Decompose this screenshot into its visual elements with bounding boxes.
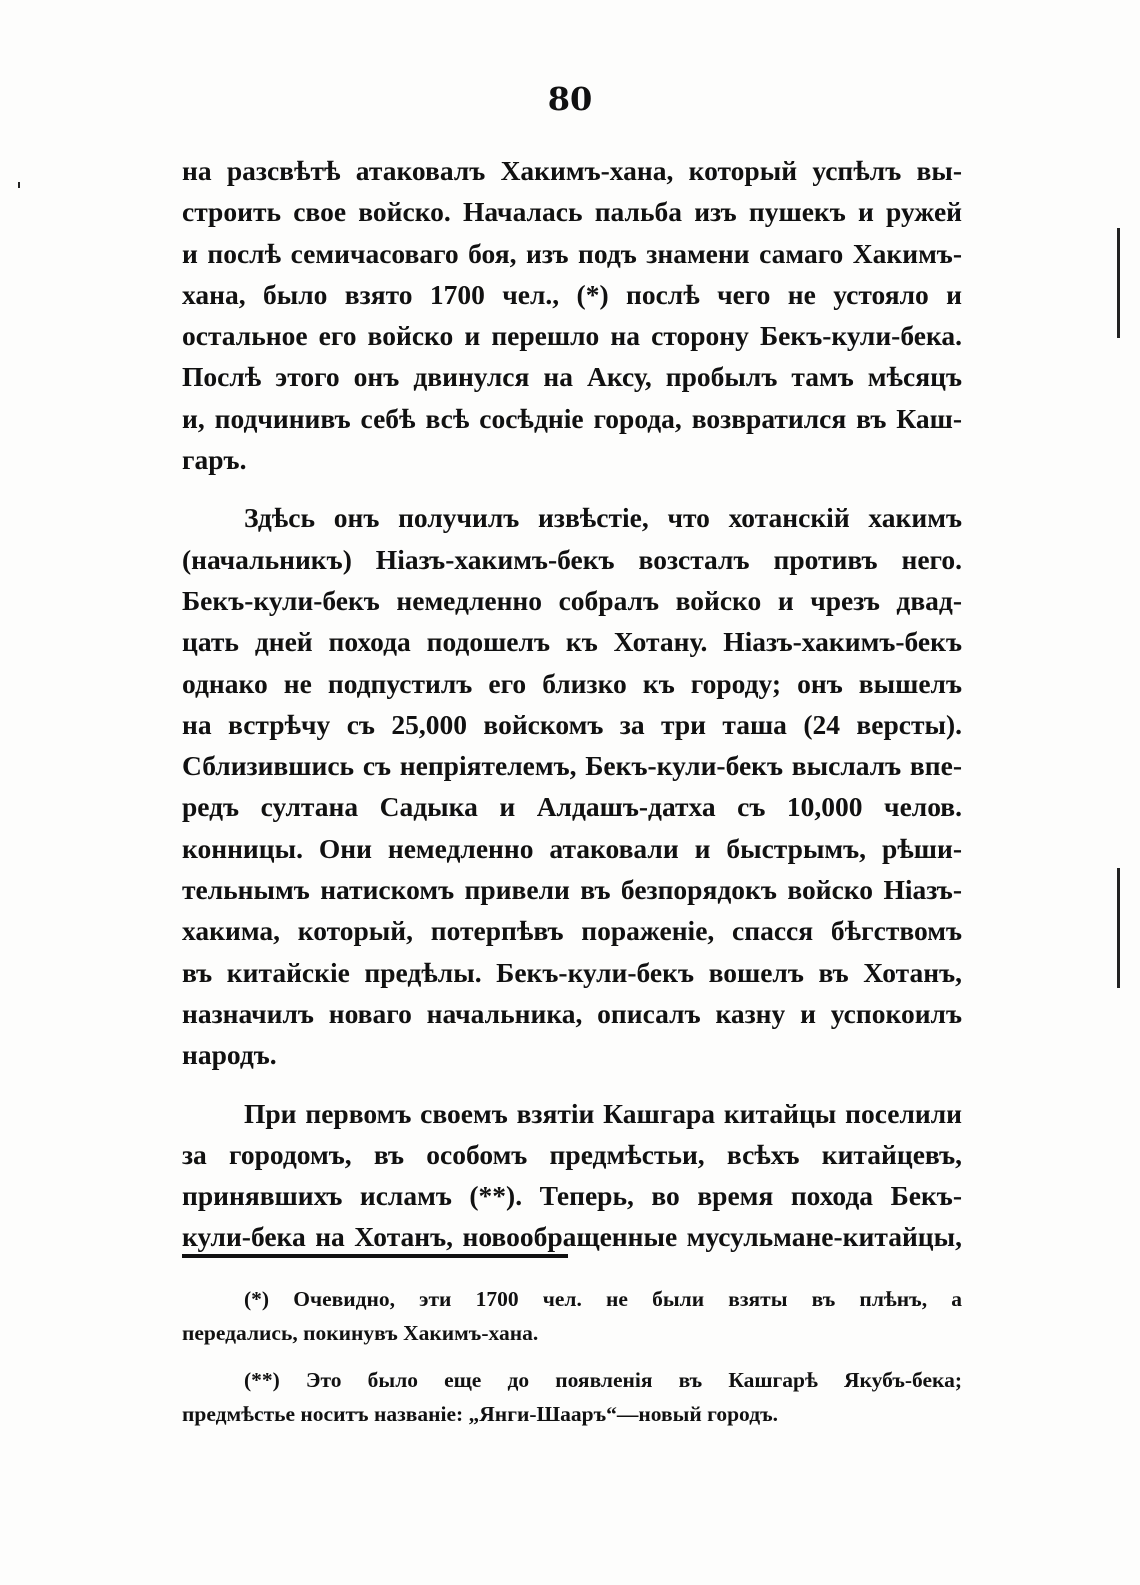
- text-line: въ китайскіе предѣлы. Бекъ-кули-бекъ вошелъ въ Хотанъ,: [182, 956, 962, 988]
- text-line: тельнымъ натискомъ привели въ безпорядокъ войско Ніазъ-: [182, 874, 962, 906]
- text-line: (начальникъ) Ніазъ-хакимъ-бекъ возсталъ противъ него.: [182, 543, 962, 575]
- text-line: и послѣ семичасоваго боя, изъ подъ знамени самаго Хакимъ-: [182, 237, 962, 269]
- footnote-1: [182, 1282, 962, 1350]
- paragraph-3: [182, 1093, 962, 1258]
- paragraph-2: [182, 497, 962, 1075]
- text-line: цать дней похода подошелъ къ Хотану. Ніазъ-хакимъ-бекъ: [182, 626, 962, 658]
- text-line: хана, было взято 1700 чел., (*) послѣ чего не устояло и: [182, 278, 962, 310]
- text-line: Здѣсь онъ получилъ извѣстіе, что хотанскій хакимъ: [244, 502, 962, 534]
- text-line: и, подчинивъ себѣ всѣ сосѣдніе города, возвратился въ Каш-: [182, 402, 962, 434]
- text-line: хакима, который, потерпѣвъ пораженіе, спасся бѣгствомъ: [182, 915, 962, 947]
- text-line: кули-бека на Хотанъ, новообращенные мусульмане-китайцы,: [182, 1221, 962, 1253]
- footnote-line: передались, покинувъ Хакимъ-хана.: [182, 1321, 539, 1345]
- text-line: гаръ.: [182, 444, 247, 476]
- footnote-line: (**) Это было еще до появленія въ Кашгарѣ Якубъ-бека;: [244, 1368, 962, 1392]
- scan-speck: [18, 182, 20, 188]
- text-line: на встрѣчу съ 25,000 войскомъ за три таша (24 версты).: [182, 708, 962, 740]
- footnote-2: [182, 1363, 962, 1431]
- text-line: конницы. Они немедленно атаковали и быстрымъ, рѣши-: [182, 832, 962, 864]
- text-line: Сблизившись съ непріятелемъ, Бекъ-кули-бекъ выслалъ впе-: [182, 750, 962, 782]
- footnote-line: (*) Очевидно, эти 1700 чел. не были взяты въ плѣнъ, а: [244, 1287, 962, 1311]
- text-line: При первомъ своемъ взятіи Кашгара китайцы поселили: [244, 1097, 962, 1129]
- text-line: принявшихъ исламъ (**). Теперь, во время похода Бекъ-: [182, 1180, 962, 1212]
- text-line: остальное его войско и перешло на сторону Бекъ-кули-бека.: [182, 320, 962, 352]
- footnotes: [182, 1282, 962, 1431]
- scan-margin-mark: [1117, 228, 1120, 338]
- text-line: Бекъ-кули-бекъ немедленно собралъ войско и чрезъ двад-: [182, 584, 962, 616]
- footnote-line: предмѣстье носитъ названіе: „Янги-Шааръ“—новый городъ.: [182, 1402, 778, 1426]
- text-line: редъ султана Садыка и Алдашъ-датха съ 10,000 челов.: [182, 791, 962, 823]
- footnote-separator: [182, 1254, 568, 1258]
- text-line: назначилъ новаго начальника, описалъ казну и успокоилъ: [182, 997, 962, 1029]
- text-line: однако не подпустилъ его близко къ городу; онъ вышелъ: [182, 667, 962, 699]
- text-line: за городомъ, въ особомъ предмѣстьи, всѣхъ китайцевъ,: [182, 1138, 962, 1170]
- text-line: Послѣ этого онъ двинулся на Аксу, пробылъ тамъ мѣсяцъ: [182, 361, 962, 393]
- main-text: [182, 150, 962, 1258]
- text-line: на разсвѣтѣ атаковалъ Хакимъ-хана, который успѣлъ вы-: [182, 155, 962, 186]
- text-line: народъ.: [182, 1039, 277, 1071]
- page-number: 80: [547, 80, 593, 118]
- paragraph-1: [182, 150, 962, 480]
- scan-margin-mark: [1117, 868, 1120, 988]
- text-line: строить свое войско. Началась пальба изъ пушекъ и ружей: [182, 196, 962, 228]
